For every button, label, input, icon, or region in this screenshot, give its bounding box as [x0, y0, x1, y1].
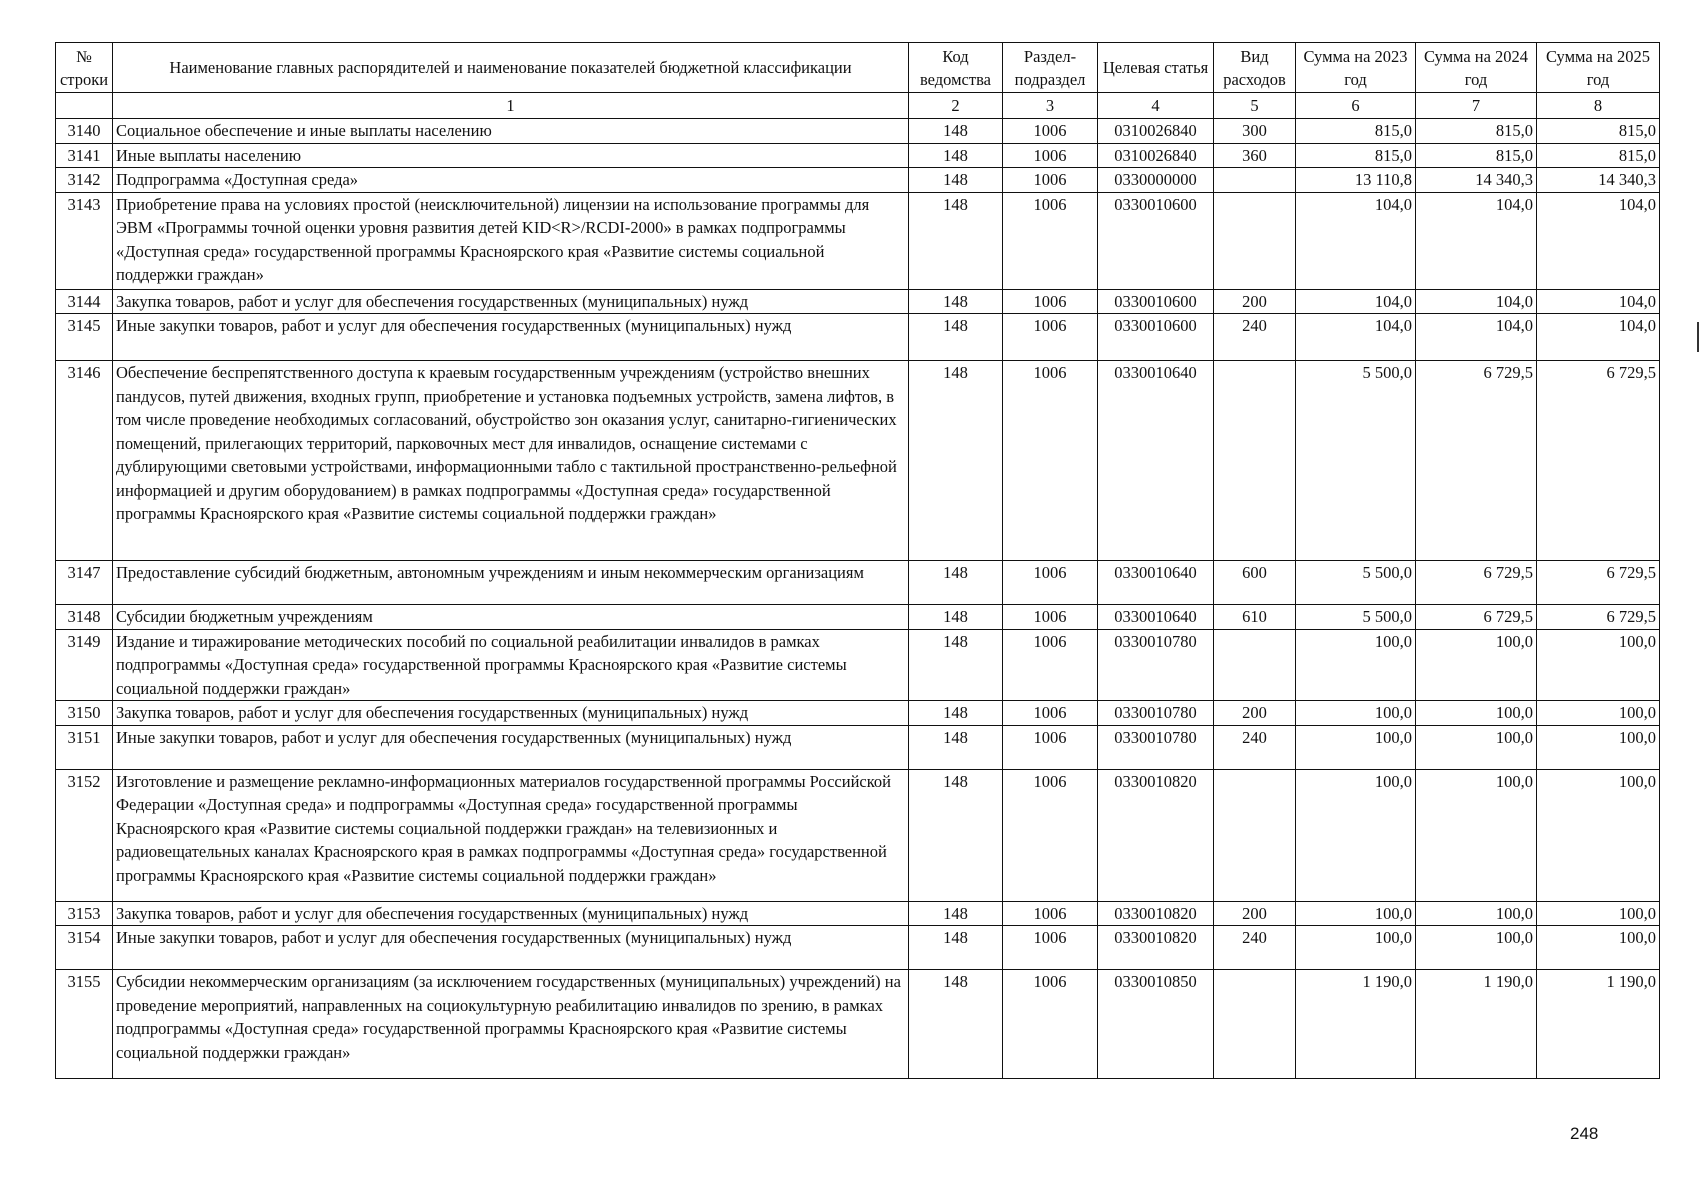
- row-sum-2025: 815,0: [1537, 119, 1660, 144]
- table-row: [56, 769, 1660, 901]
- row-sum-2024: 100,0: [1416, 629, 1537, 701]
- table-row: [56, 901, 1660, 926]
- table-row: [56, 119, 1660, 144]
- scan-edge-mark: [1697, 322, 1699, 352]
- table-row: [56, 970, 1660, 1079]
- row-razdel: 1006: [1003, 168, 1098, 193]
- row-name: Закупка товаров, работ и услуг для обеспечения государственных (муниципальных) нужд: [113, 701, 909, 726]
- row-cs: 0330010820: [1098, 901, 1214, 926]
- row-vr: [1214, 168, 1296, 193]
- row-sum-2025: 104,0: [1537, 192, 1660, 289]
- table-row: [56, 725, 1660, 769]
- row-ved: 148: [909, 192, 1003, 289]
- col-number: 3: [1003, 93, 1098, 119]
- row-number: 3150: [56, 701, 113, 726]
- row-ved: 148: [909, 168, 1003, 193]
- row-name: Обеспечение беспрепятственного доступа к краевым государственным учреждениям (устройство внешних пандусов, путей движения, входных групп, приобретение и установка подъемных устройств, замена лифтов, в том числе проведение необходимых согласований, обустройство зон оказания услуг, санитарно-гигиенических помещений, прилегающих территорий, парковочных мест для инвалидов, оснащение системами с дублирующими световыми устройствами, информационными табло с тактильной пространственно-рельефной информацией и другим оборудованием) в рамках подпрограммы «Доступная среда» государственной программы Красноярского края «Развитие системы социальной поддержки граждан»: [113, 361, 909, 561]
- table-row: [56, 314, 1660, 361]
- table-row: [56, 629, 1660, 701]
- row-name: Субсидии бюджетным учреждениям: [113, 605, 909, 630]
- row-sum-2023: 815,0: [1296, 119, 1416, 144]
- row-number: 3153: [56, 901, 113, 926]
- table-header-row: [56, 43, 1660, 93]
- row-sum-2023: 1 190,0: [1296, 970, 1416, 1079]
- row-number: 3152: [56, 769, 113, 901]
- row-sum-2025: 100,0: [1537, 725, 1660, 769]
- row-ved: 148: [909, 289, 1003, 314]
- header-cs: Целевая статья: [1098, 43, 1214, 93]
- row-razdel: 1006: [1003, 605, 1098, 630]
- row-sum-2024: 104,0: [1416, 289, 1537, 314]
- table-row: [56, 192, 1660, 289]
- table-row: [56, 561, 1660, 605]
- col-number: 4: [1098, 93, 1214, 119]
- table-row: [56, 701, 1660, 726]
- row-sum-2024: 6 729,5: [1416, 561, 1537, 605]
- row-name: Закупка товаров, работ и услуг для обеспечения государственных (муниципальных) нужд: [113, 901, 909, 926]
- row-cs: 0330010820: [1098, 926, 1214, 970]
- row-sum-2024: 104,0: [1416, 314, 1537, 361]
- row-ved: 148: [909, 901, 1003, 926]
- row-number: 3140: [56, 119, 113, 144]
- row-vr: 600: [1214, 561, 1296, 605]
- row-cs: 0330010780: [1098, 701, 1214, 726]
- row-sum-2023: 5 500,0: [1296, 361, 1416, 561]
- row-sum-2025: 14 340,3: [1537, 168, 1660, 193]
- page-number: 248: [1570, 1124, 1599, 1143]
- row-razdel: 1006: [1003, 926, 1098, 970]
- row-name: Субсидии некоммерческим организациям (за исключением государственных (муниципальных) учреждений) на проведение мероприятий, направленных на социокультурную реабилитацию инвалидов по зрению, в рамках подпрограммы «Доступная среда» государственной программы Красноярского края «Развитие системы социальной поддержки граждан»: [113, 970, 909, 1079]
- row-number: 3145: [56, 314, 113, 361]
- col-number: 5: [1214, 93, 1296, 119]
- header-name: Наименование главных распорядителей и наименование показателей бюджетной классификации: [113, 43, 909, 93]
- row-cs: 0310026840: [1098, 143, 1214, 168]
- row-cs: 0330010850: [1098, 970, 1214, 1079]
- row-number: 3147: [56, 561, 113, 605]
- row-name: Иные закупки товаров, работ и услуг для обеспечения государственных (муниципальных) нужд: [113, 926, 909, 970]
- row-sum-2025: 1 190,0: [1537, 970, 1660, 1079]
- column-number-row: [56, 93, 1660, 119]
- row-cs: 0310026840: [1098, 119, 1214, 144]
- col-number: 7: [1416, 93, 1537, 119]
- row-sum-2023: 100,0: [1296, 926, 1416, 970]
- header-razdel: Раздел-подраздел: [1003, 43, 1098, 93]
- row-vr: 240: [1214, 725, 1296, 769]
- row-number: 3141: [56, 143, 113, 168]
- row-sum-2023: 104,0: [1296, 192, 1416, 289]
- table-row: [56, 361, 1660, 561]
- col-number: 2: [909, 93, 1003, 119]
- row-name: Иные закупки товаров, работ и услуг для обеспечения государственных (муниципальных) нужд: [113, 314, 909, 361]
- table-row: [56, 926, 1660, 970]
- row-cs: 0330010780: [1098, 725, 1214, 769]
- row-razdel: 1006: [1003, 701, 1098, 726]
- row-name: Иные выплаты населению: [113, 143, 909, 168]
- row-sum-2025: 6 729,5: [1537, 561, 1660, 605]
- row-number: 3143: [56, 192, 113, 289]
- row-sum-2024: 100,0: [1416, 926, 1537, 970]
- row-razdel: 1006: [1003, 192, 1098, 289]
- row-ved: 148: [909, 629, 1003, 701]
- col-number: 8: [1537, 93, 1660, 119]
- row-razdel: 1006: [1003, 143, 1098, 168]
- row-vr: 240: [1214, 926, 1296, 970]
- row-ved: 148: [909, 926, 1003, 970]
- row-ved: 148: [909, 143, 1003, 168]
- row-sum-2024: 815,0: [1416, 119, 1537, 144]
- row-cs: 0330010640: [1098, 361, 1214, 561]
- row-name: Закупка товаров, работ и услуг для обеспечения государственных (муниципальных) нужд: [113, 289, 909, 314]
- row-name: Иные закупки товаров, работ и услуг для обеспечения государственных (муниципальных) нужд: [113, 725, 909, 769]
- budget-document: [55, 42, 1660, 1079]
- header-sum-2025: Сумма на 2025 год: [1537, 43, 1660, 93]
- row-sum-2024: 815,0: [1416, 143, 1537, 168]
- row-sum-2023: 815,0: [1296, 143, 1416, 168]
- row-sum-2023: 100,0: [1296, 629, 1416, 701]
- row-sum-2023: 104,0: [1296, 314, 1416, 361]
- row-sum-2025: 100,0: [1537, 701, 1660, 726]
- row-name: Социальное обеспечение и иные выплаты населению: [113, 119, 909, 144]
- row-cs: 0330010640: [1098, 605, 1214, 630]
- row-vr: 360: [1214, 143, 1296, 168]
- row-number: 3154: [56, 926, 113, 970]
- row-cs: 0330010780: [1098, 629, 1214, 701]
- table-row: [56, 289, 1660, 314]
- row-sum-2023: 5 500,0: [1296, 605, 1416, 630]
- row-cs: 0330010600: [1098, 314, 1214, 361]
- row-name: Предоставление субсидий бюджетным, автономным учреждениям и иным некоммерческим организациям: [113, 561, 909, 605]
- row-sum-2025: 104,0: [1537, 314, 1660, 361]
- row-razdel: 1006: [1003, 769, 1098, 901]
- row-sum-2025: 100,0: [1537, 769, 1660, 901]
- row-sum-2025: 6 729,5: [1537, 605, 1660, 630]
- row-ved: 148: [909, 314, 1003, 361]
- header-ved: Код ведомства: [909, 43, 1003, 93]
- table-row: [56, 168, 1660, 193]
- table-row: [56, 143, 1660, 168]
- row-sum-2024: 6 729,5: [1416, 361, 1537, 561]
- row-vr: 200: [1214, 289, 1296, 314]
- header-row-no: № строки: [56, 43, 113, 93]
- row-sum-2024: 6 729,5: [1416, 605, 1537, 630]
- row-sum-2024: 104,0: [1416, 192, 1537, 289]
- row-vr: 610: [1214, 605, 1296, 630]
- row-sum-2025: 100,0: [1537, 629, 1660, 701]
- row-razdel: 1006: [1003, 119, 1098, 144]
- row-sum-2025: 6 729,5: [1537, 361, 1660, 561]
- table-row: [56, 605, 1660, 630]
- row-ved: 148: [909, 970, 1003, 1079]
- row-vr: [1214, 192, 1296, 289]
- row-cs: 0330010640: [1098, 561, 1214, 605]
- budget-table: [55, 42, 1660, 1079]
- row-sum-2025: 815,0: [1537, 143, 1660, 168]
- row-number: 3148: [56, 605, 113, 630]
- row-name: Изготовление и размещение рекламно-информационных материалов государственной программы Российской Федерации «Доступная среда» и подпрограммы «Доступная среда» государственной программы Красноярского края «Развитие системы социальной поддержки граждан» на телевизионных и радиовещательных каналах Красноярского края в рамках подпрограммы «Доступная среда» государственной программы Красноярского края «Развитие системы социальной поддержки граждан»: [113, 769, 909, 901]
- row-name: Издание и тиражирование методических пособий по социальной реабилитации инвалидов в рамках подпрограммы «Доступная среда» государственной программы Красноярского края «Развитие системы социальной поддержки граждан»: [113, 629, 909, 701]
- header-vr: Вид расходов: [1214, 43, 1296, 93]
- row-cs: 0330010820: [1098, 769, 1214, 901]
- row-number: 3151: [56, 725, 113, 769]
- row-vr: [1214, 361, 1296, 561]
- row-sum-2025: 100,0: [1537, 926, 1660, 970]
- row-number: 3149: [56, 629, 113, 701]
- row-sum-2023: 13 110,8: [1296, 168, 1416, 193]
- header-sum-2024: Сумма на 2024 год: [1416, 43, 1537, 93]
- row-number: 3144: [56, 289, 113, 314]
- row-vr: [1214, 629, 1296, 701]
- row-sum-2023: 104,0: [1296, 289, 1416, 314]
- row-ved: 148: [909, 769, 1003, 901]
- row-vr: 300: [1214, 119, 1296, 144]
- row-razdel: 1006: [1003, 361, 1098, 561]
- row-razdel: 1006: [1003, 970, 1098, 1079]
- row-number: 3142: [56, 168, 113, 193]
- row-vr: 200: [1214, 701, 1296, 726]
- row-razdel: 1006: [1003, 629, 1098, 701]
- col-number: [56, 93, 113, 119]
- header-sum-2023: Сумма на 2023 год: [1296, 43, 1416, 93]
- row-ved: 148: [909, 361, 1003, 561]
- row-sum-2024: 100,0: [1416, 725, 1537, 769]
- row-cs: 0330010600: [1098, 192, 1214, 289]
- row-vr: 200: [1214, 901, 1296, 926]
- row-sum-2025: 100,0: [1537, 901, 1660, 926]
- row-razdel: 1006: [1003, 725, 1098, 769]
- row-razdel: 1006: [1003, 561, 1098, 605]
- row-name: Приобретение права на условиях простой (неисключительной) лицензии на использование программы для ЭВМ «Программы точной оценки уровня развития детей KID<R>/RCDI-2000» в рамках подпрограммы «Доступная среда» государственной программы Красноярского края «Развитие системы социальной поддержки граждан»: [113, 192, 909, 289]
- row-sum-2023: 100,0: [1296, 769, 1416, 901]
- row-number: 3155: [56, 970, 113, 1079]
- row-razdel: 1006: [1003, 289, 1098, 314]
- row-number: 3146: [56, 361, 113, 561]
- row-cs: 0330000000: [1098, 168, 1214, 193]
- row-sum-2025: 104,0: [1537, 289, 1660, 314]
- row-razdel: 1006: [1003, 314, 1098, 361]
- row-cs: 0330010600: [1098, 289, 1214, 314]
- row-sum-2024: 100,0: [1416, 901, 1537, 926]
- col-number: 1: [113, 93, 909, 119]
- row-ved: 148: [909, 561, 1003, 605]
- row-sum-2023: 100,0: [1296, 701, 1416, 726]
- row-ved: 148: [909, 119, 1003, 144]
- row-name: Подпрограмма «Доступная среда»: [113, 168, 909, 193]
- row-sum-2024: 1 190,0: [1416, 970, 1537, 1079]
- row-sum-2023: 100,0: [1296, 725, 1416, 769]
- col-number: 6: [1296, 93, 1416, 119]
- row-sum-2023: 5 500,0: [1296, 561, 1416, 605]
- row-vr: [1214, 970, 1296, 1079]
- row-razdel: 1006: [1003, 901, 1098, 926]
- row-ved: 148: [909, 701, 1003, 726]
- row-sum-2024: 14 340,3: [1416, 168, 1537, 193]
- row-vr: [1214, 769, 1296, 901]
- row-sum-2023: 100,0: [1296, 901, 1416, 926]
- row-sum-2024: 100,0: [1416, 769, 1537, 901]
- row-sum-2024: 100,0: [1416, 701, 1537, 726]
- row-ved: 148: [909, 725, 1003, 769]
- row-vr: 240: [1214, 314, 1296, 361]
- row-ved: 148: [909, 605, 1003, 630]
